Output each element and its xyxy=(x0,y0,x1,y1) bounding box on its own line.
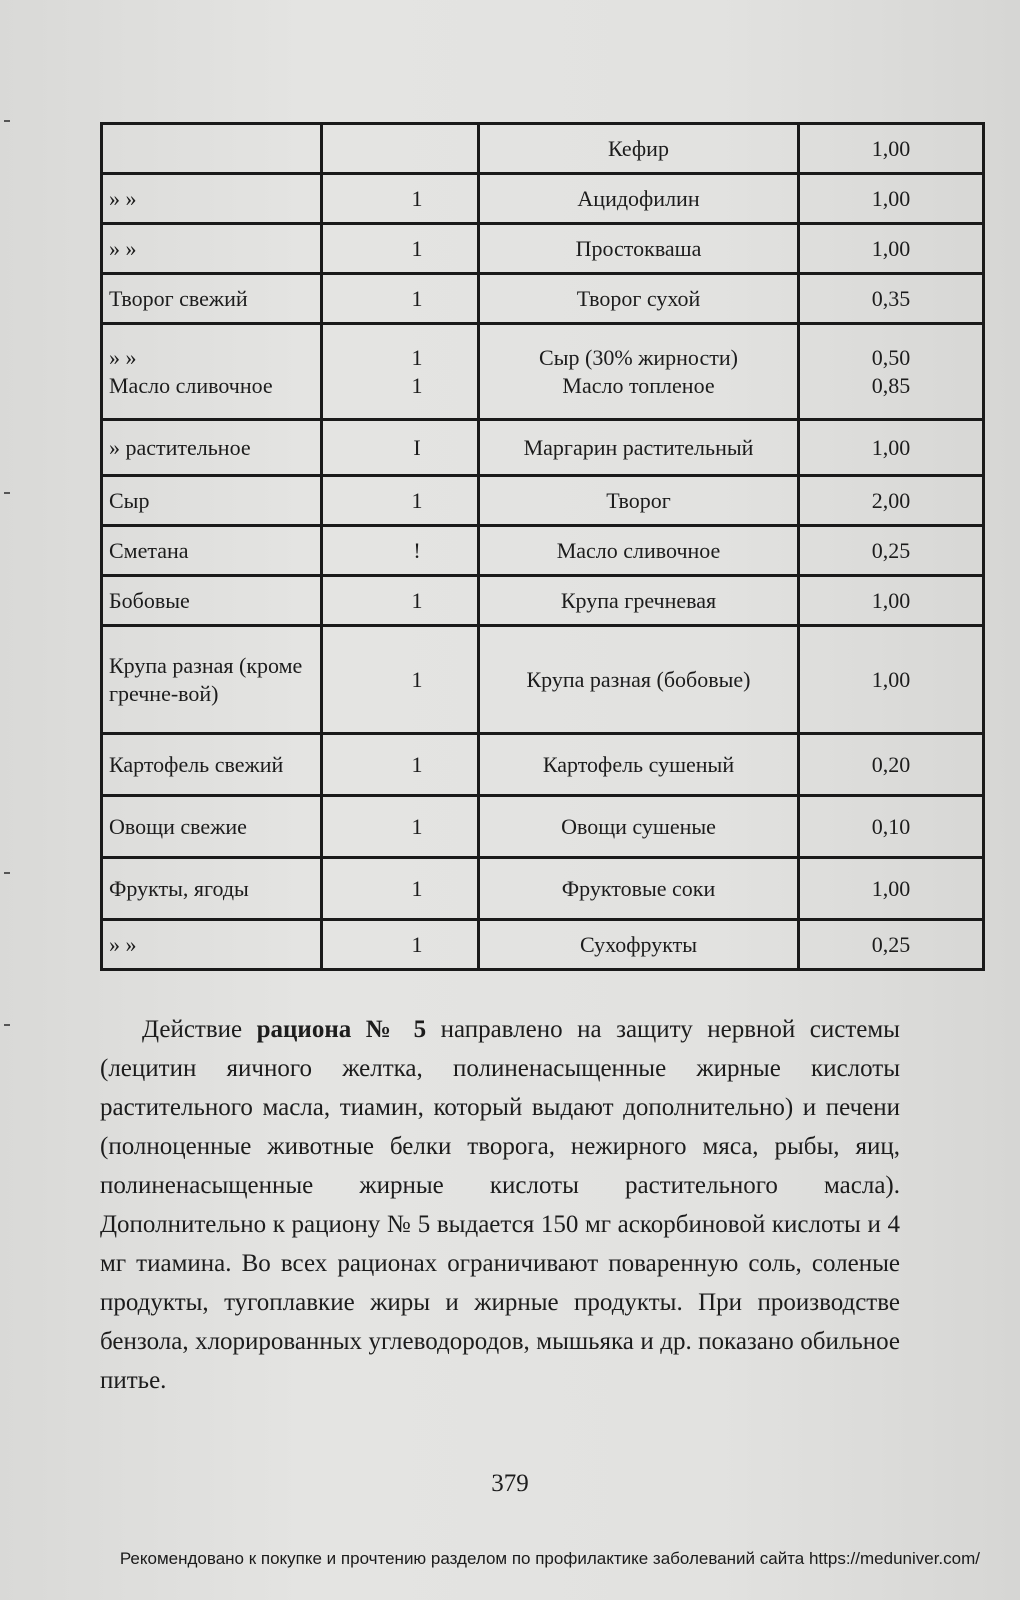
coefficient-cell xyxy=(799,324,984,420)
coefficient-cell: 0,25 xyxy=(799,526,984,576)
product-cell xyxy=(102,324,322,420)
product-cell-line: » » xyxy=(109,344,137,370)
quantity-cell: 1 xyxy=(322,476,479,526)
paragraph-bold: рациона № 5 xyxy=(256,1016,427,1043)
product-cell: Сыр xyxy=(102,476,322,526)
coefficient-cell-line: 0,85 xyxy=(871,372,911,398)
coefficient-cell: 1,00 xyxy=(799,576,984,626)
quantity-cell xyxy=(322,124,479,174)
table-row xyxy=(102,858,984,920)
paragraph-text: направлено на защиту нервной системы (лецитин яичного желтка, полиненасыщенные жирные кислоты растительного масла, тиамин, который выдают дополнительно) и печени (полноценные животные белки творога, нежирного мяса, рыбы, яиц, полиненасыщенные жирные кислоты растительного масла). Дополнительно к рациону № 5 выдается 150 мг аскорбиновой кислоты и 4 мг тиамина. Во всех рационах ограничивают поваренную соль, соленые продукты, тугоплавкие жиры и жирные продукты. При производстве бензола, хлорированных углеводородов, мышьяка и др. показано обильное питье. xyxy=(100,1016,900,1394)
coefficient-cell: 0,10 xyxy=(799,796,984,858)
quantity-cell: 1 xyxy=(322,274,479,324)
substitute-cell: Творог xyxy=(479,476,799,526)
coefficient-cell: 0,35 xyxy=(799,274,984,324)
margin-mark xyxy=(4,492,10,494)
quantity-cell: I xyxy=(322,420,479,476)
substitute-cell: Фруктовые соки xyxy=(479,858,799,920)
table-row xyxy=(102,274,984,324)
quantity-cell: 1 xyxy=(322,796,479,858)
coefficient-cell: 1,00 xyxy=(799,124,984,174)
table-row xyxy=(102,224,984,274)
product-cell: Фрукты, ягоды xyxy=(102,858,322,920)
quantity-cell: 1 xyxy=(322,576,479,626)
table-row xyxy=(102,576,984,626)
table-row xyxy=(102,174,984,224)
substitute-cell: Ацидофилин xyxy=(479,174,799,224)
quantity-cell: 1 xyxy=(322,734,479,796)
table-row xyxy=(102,420,984,476)
substitute-cell-line: Сыр (30% жирности) xyxy=(539,344,738,370)
margin-mark xyxy=(4,120,10,122)
product-cell: » » xyxy=(102,224,322,274)
coefficient-cell: 2,00 xyxy=(799,476,984,526)
quantity-cell: 1 xyxy=(322,224,479,274)
product-cell: Картофель свежий xyxy=(102,734,322,796)
coefficient-cell: 1,00 xyxy=(799,626,984,734)
coefficient-cell: 0,25 xyxy=(799,920,984,970)
ration-equivalents-table xyxy=(100,122,985,971)
quantity-cell xyxy=(322,324,479,420)
product-cell: Овощи свежие xyxy=(102,796,322,858)
table-row xyxy=(102,626,984,734)
substitute-cell-line: Масло топленое xyxy=(562,372,715,398)
table-row xyxy=(102,796,984,858)
substitute-cell: Крупа гречневая xyxy=(479,576,799,626)
product-cell: » » xyxy=(102,920,322,970)
page-number: 379 xyxy=(491,1470,529,1497)
substitute-cell xyxy=(479,324,799,420)
substitute-cell: Маргарин растительный xyxy=(479,420,799,476)
product-cell: Творог свежий xyxy=(102,274,322,324)
coefficient-cell: 1,00 xyxy=(799,858,984,920)
quantity-cell: 1 xyxy=(322,626,479,734)
table-row xyxy=(102,920,984,970)
margin-mark xyxy=(4,1024,10,1026)
product-cell: Сметана xyxy=(102,526,322,576)
table-row xyxy=(102,324,984,420)
substitute-cell: Кефир xyxy=(479,124,799,174)
substitute-cell: Масло сливочное xyxy=(479,526,799,576)
coefficient-cell-line: 0,50 xyxy=(871,344,911,370)
substitute-cell: Творог сухой xyxy=(479,274,799,324)
footer-recommendation: Рекомендовано к покупке и прочтению разделом по профилактике заболеваний сайта https://meduniver.com/ xyxy=(119,1549,980,1568)
product-cell: » » xyxy=(102,174,322,224)
table-row xyxy=(102,734,984,796)
coefficient-cell: 0,20 xyxy=(799,734,984,796)
quantity-cell: 1 xyxy=(322,174,479,224)
quantity-cell: 1 xyxy=(322,858,479,920)
substitute-cell: Простокваша xyxy=(479,224,799,274)
coefficient-cell: 1,00 xyxy=(799,420,984,476)
substitute-cell: Картофель сушеный xyxy=(479,734,799,796)
product-cell xyxy=(102,124,322,174)
product-cell-line: Масло сливочное xyxy=(109,372,273,398)
substitute-cell: Сухофрукты xyxy=(479,920,799,970)
substitute-cell: Овощи сушеные xyxy=(479,796,799,858)
margin-mark xyxy=(4,872,10,874)
quantity-cell: ! xyxy=(322,526,479,576)
quantity-cell: 1 xyxy=(322,920,479,970)
quantity-cell-line: 1 xyxy=(411,372,423,398)
substitute-cell: Крупа разная (бобовые) xyxy=(479,626,799,734)
table-row xyxy=(102,124,984,174)
quantity-cell-line: 1 xyxy=(411,344,423,370)
product-cell: » растительное xyxy=(102,420,322,476)
table-row xyxy=(102,526,984,576)
product-cell: Бобовые xyxy=(102,576,322,626)
ration-5-paragraph xyxy=(100,1010,900,1400)
paragraph-lead: Действие xyxy=(142,1016,257,1043)
table-row xyxy=(102,476,984,526)
coefficient-cell: 1,00 xyxy=(799,174,984,224)
coefficient-cell: 1,00 xyxy=(799,224,984,274)
product-cell: Крупа разная (кроме гречне-вой) xyxy=(102,626,322,734)
